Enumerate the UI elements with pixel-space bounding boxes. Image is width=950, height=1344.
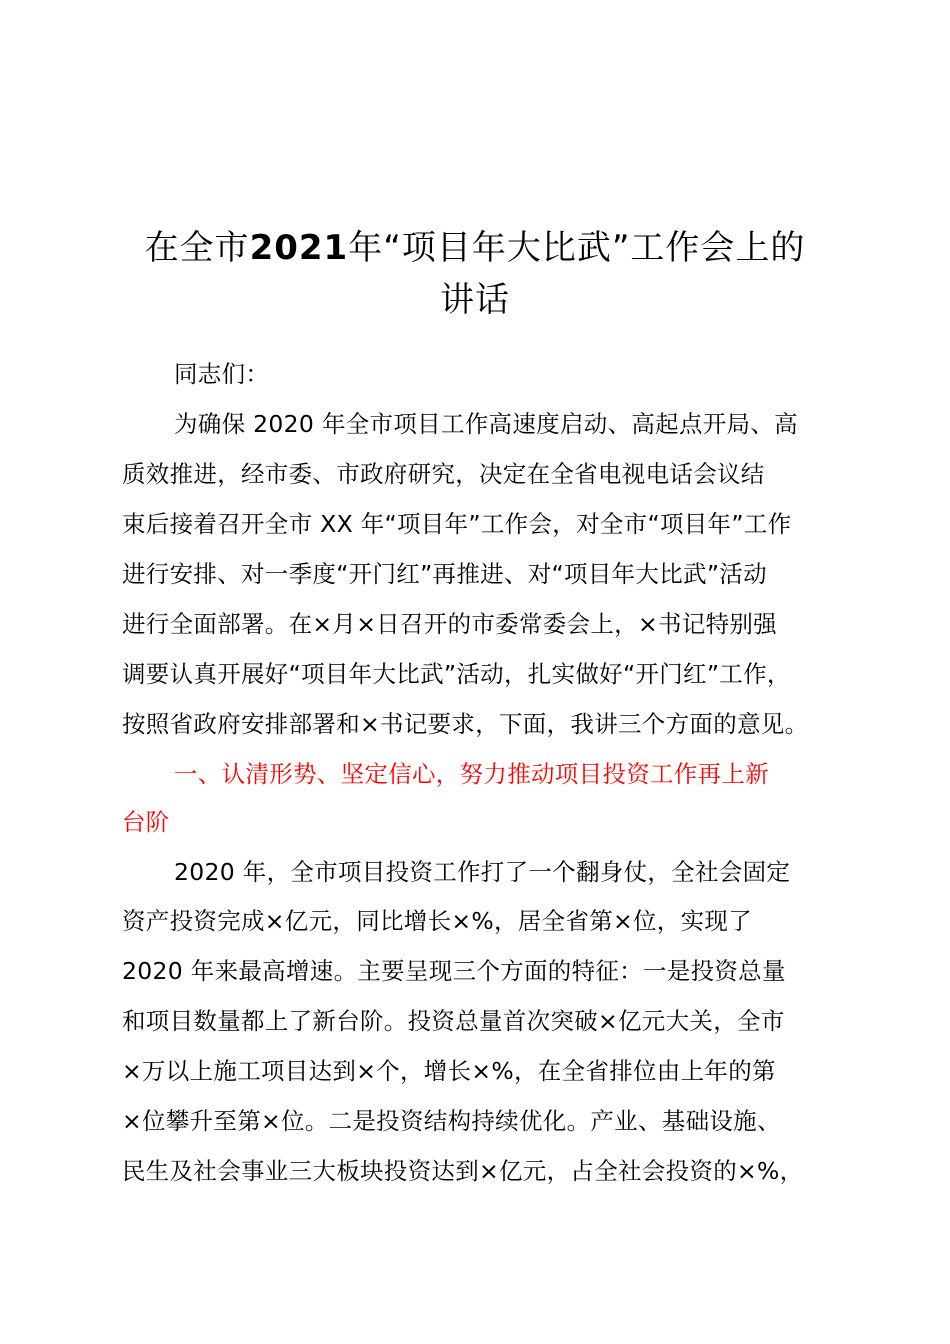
paragraph-1-line: 束后接着召开全市 XX 年“项目年”工作会，对全市“项目年”工作 [122,510,792,538]
title-prefix: 在全市 [144,228,250,268]
document-title-line-2: 讲话 [440,280,510,320]
paragraph-2-line: 资产投资完成×亿元，同比增长×%，居全省第×位，实现了 [122,907,752,935]
paragraph-1-line: 调要认真开展好“项目年大比武”活动，扎实做好“开门红”工作， [122,660,791,688]
paragraph-2-line: 和项目数量都上了新台阶。投资总量首次突破×亿元大关，全市 [122,1007,785,1035]
document-title-line-1 [100,218,850,278]
paragraph-1-line: 进行安排、对一季度“开门红”再推进、对“项目年大比武”活动 [122,560,767,588]
paragraph-2-line: 2020 年，全市项目投资工作打了一个翻身仗，全社会固定 [174,858,791,886]
section-1-heading-line: 台阶 [122,808,170,836]
paragraph-1-line: 为确保 2020 年全市项目工作高速度启动、高起点开局、高 [174,410,798,438]
title-suffix: 年“项目年大比武”工作会上的 [348,228,806,268]
paragraph-2-line: 民生及社会事业三大板块投资达到×亿元，占全社会投资的×%， [122,1157,804,1185]
title-year: 2021 [249,228,349,268]
paragraph-2-line: ×位攀升至第×位。二是投资结构持续优化。产业、基础设施、 [122,1107,781,1135]
greeting: 同志们： [174,360,270,388]
paragraph-2-line: 2020 年来最高增速。主要呈现三个方面的特征：一是投资总量 [122,957,786,985]
paragraph-2-line: ×万以上施工项目达到×个，增长×%，在全省排位由上年的第 [122,1057,776,1085]
paragraph-1-line: 质效推进，经市委、市政府研究，决定在全省电视电话会议结 [122,460,765,488]
paragraph-1-line: 按照省政府安排部署和×书记要求，下面，我讲三个方面的意见。 [122,710,809,738]
paragraph-1-line: 进行全面部署。在×月×日召开的市委常委会上，×书记特别强 [122,610,777,638]
section-1-heading-line: 一、认清形势、坚定信心，努力推动项目投资工作再上新 [174,760,769,788]
